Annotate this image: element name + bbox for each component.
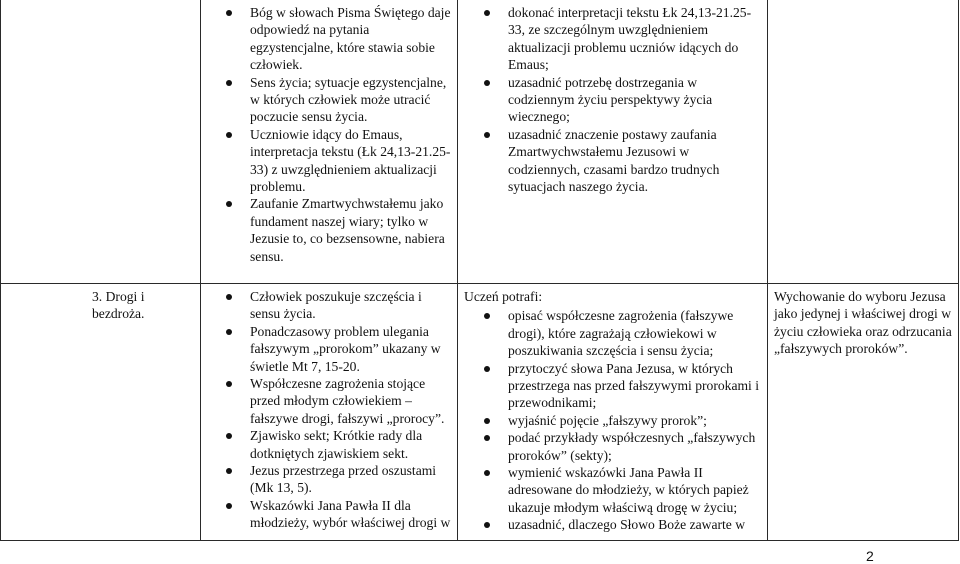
list-item: uzasadnić znaczenie postawy zaufania Zmartwychwstałemu Jezusowi w codziennych, czasami bardzo trudnych sytuacjach naszego życia. (482, 126, 764, 196)
topics-list (224, 288, 454, 532)
topics-list (224, 4, 452, 265)
outcomes-list (482, 4, 764, 195)
list-item: wyjaśnić pojęcie „fałszywy prorok”; (482, 412, 760, 429)
list-item: Zjawisko sekt; Krótkie rady dla dotkniętych zjawiskiem sekt. (224, 427, 454, 462)
list-item: Współczesne zagrożenia stojące przed młodym człowiekiem – fałszywe drogi, fałszywi „prorocy”. (224, 375, 454, 427)
list-item: Sens życia; sytuacje egzystencjalne, w których człowiek może utracić poczucie sensu życia. (224, 74, 452, 126)
row-divider (0, 283, 959, 284)
list-item: Wskazówki Jana Pawła II dla młodzieży, wybór właściwej drogi w (224, 497, 454, 532)
top-row-outcomes (482, 4, 764, 195)
outcomes-list (482, 307, 760, 533)
bottom-row-topics (224, 288, 454, 532)
educational-goal: Wychowanie do wyboru Jezusa jako jedynej i właściwej drogi w życiu człowieka oraz odrzucania „fałszywych proroków”. (774, 289, 952, 357)
list-item: przytoczyć słowa Pana Jezusa, w których przestrzega nas przed fałszywymi prorokami i przewodnikami; (482, 360, 760, 412)
list-item: podać przykłady współczesnych „fałszywych proroków” (sekty); (482, 429, 760, 464)
unit-title: 3. Drogi i bezdroża. (92, 289, 145, 322)
list-item: opisać współczesne zagrożenia (fałszywe drogi), które zagrażają człowiekowi w poszukiwania szczęścia i sensu życia; (482, 307, 760, 359)
outcomes-heading: Uczeń potrafi: (464, 289, 543, 304)
table-border-bottom (0, 540, 959, 541)
list-item: Człowiek poszukuje szczęścia i sensu życia. (224, 288, 454, 323)
table-divider-3 (767, 0, 768, 541)
list-item: Jezus przestrzega przed oszustami (Mk 13, 5). (224, 462, 454, 497)
list-item: dokonać interpretacji tekstu Łk 24,13-21.25-33, ze szczególnym uwzględnieniem aktualizacji problemu uczniów idących do Emaus; (482, 4, 764, 74)
list-item: Zaufanie Zmartwychwstałemu jako fundament naszej wiary; tylko w Jezusie to, co bezsensowne, nabiera sensu. (224, 195, 452, 265)
table-divider-1 (200, 0, 201, 541)
top-row-topics (224, 4, 452, 265)
list-item: Ponadczasowy problem ulegania fałszywym „prorokom” ukazany w świetle Mt 7, 15-20. (224, 323, 454, 375)
table-divider-2 (457, 0, 458, 541)
list-item: wymienić wskazówki Jana Pawła II adresowane do młodzieży, w których papież ukazuje młodym właściwą drogę w życiu; (482, 464, 760, 516)
list-item: uzasadnić, dlaczego Słowo Boże zawarte w (482, 516, 760, 533)
list-item: Uczniowie idący do Emaus, interpretacja tekstu (Łk 24,13-21.25-33) z uwzględnieniem aktualizacji problemu. (224, 126, 452, 196)
bottom-row-outcomes (464, 288, 760, 534)
list-item: uzasadnić potrzebę dostrzegania w codziennym życiu perspektywy życia wiecznego; (482, 74, 764, 126)
page-number: 2 (866, 548, 874, 564)
table-border-right (958, 0, 959, 541)
table-border-left (0, 0, 1, 541)
list-item: Bóg w słowach Pisma Świętego daje odpowiedź na pytania egzystencjalne, które stawia sobie człowiek. (224, 4, 452, 74)
